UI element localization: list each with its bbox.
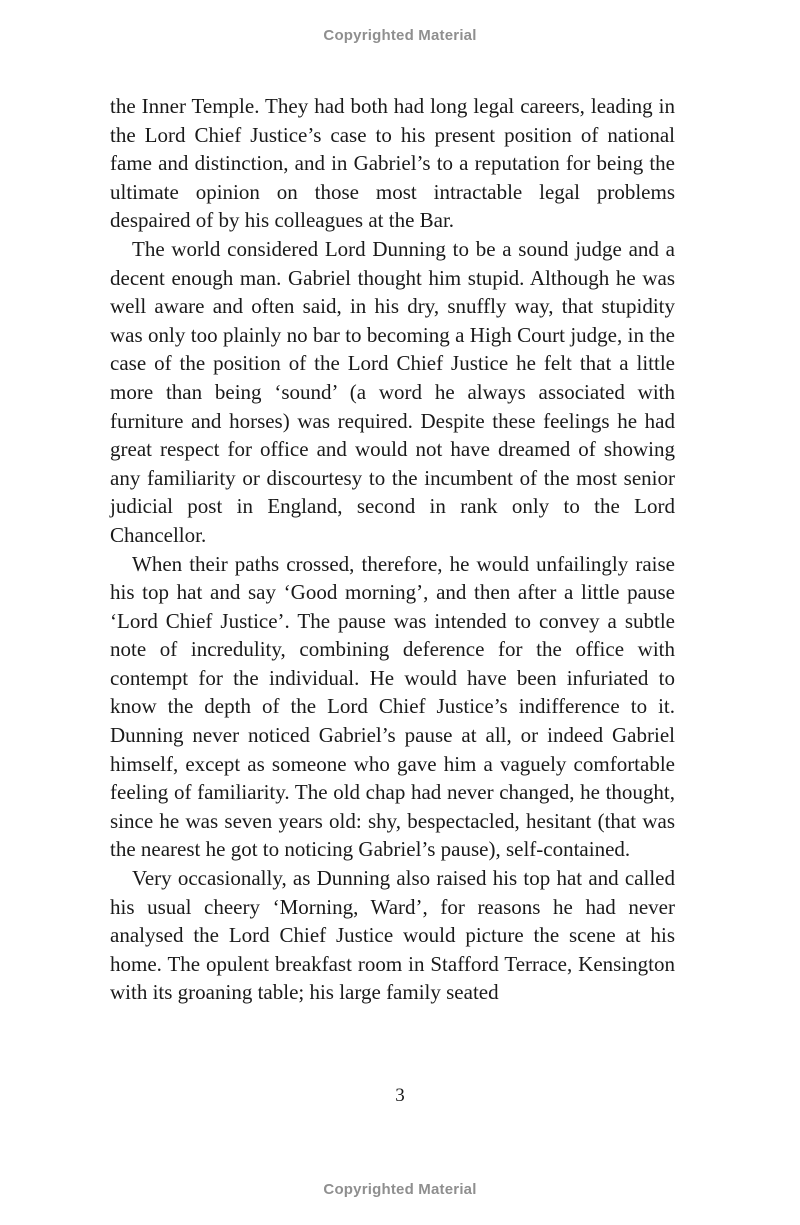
- paragraph-4: Very occasionally, as Dunning also raised his top hat and called his usual cheery ‘Morning, Ward’, for reasons he had never analysed the Lord Chief Justice would picture the scene at his home. The opulent breakfast room in Stafford Terrace, Kensington with its groaning table; his large family seated: [110, 866, 675, 1005]
- copyright-watermark-bottom: Copyrighted Material: [323, 1181, 477, 1198]
- page-number: 3: [395, 1085, 405, 1106]
- paragraph-3: When their paths crossed, therefore, he would unfailingly raise his top hat and say ‘Good morning’, and then after a little pause ‘Lord Chief Justice’. The pause was intended to convey a subtle note of incredulity, combining deference for the office with contempt for the individual. He would have been infuriated to know the depth of the Lord Chief Justice’s indifference to it. Dunning never noticed Gabriel’s pause at all, or indeed Gabriel himself, except as someone who gave him a vaguely comfortable feeling of familiarity. The old chap had never changed, he thought, since he was seven years old: shy, bespectacled, hesitant (that was the nearest he got to noticing Gabriel’s pause), self-contained.: [110, 551, 675, 862]
- paragraph-1: the Inner Temple. They had both had long legal careers, leading in the Lord Chief Justice’s case to his present position of national fame and distinction, and in Gabriel’s to a reputation for being the ultimate opinion on those most intractable legal problems despaired of by his colleagues at the Bar.: [110, 94, 675, 233]
- body-text: [110, 92, 675, 1007]
- paragraph-2: The world considered Lord Dunning to be a sound judge and a decent enough man. Gabriel thought him stupid. Although he was well aware and often said, in his dry, snuffly way, that stupidity was only too plainly no bar to becoming a High Court judge, in the case of the position of the Lord Chief Justice he felt that a little more than being ‘sound’ (a word he always associated with furniture and horses) was required. Despite these feelings he had great respect for office and would not have dreamed of showing any familiarity or discourtesy to the incumbent of the most senior judicial post in England, second in rank only to the Lord Chancellor.: [110, 236, 675, 547]
- copyright-watermark-top: Copyrighted Material: [323, 27, 477, 44]
